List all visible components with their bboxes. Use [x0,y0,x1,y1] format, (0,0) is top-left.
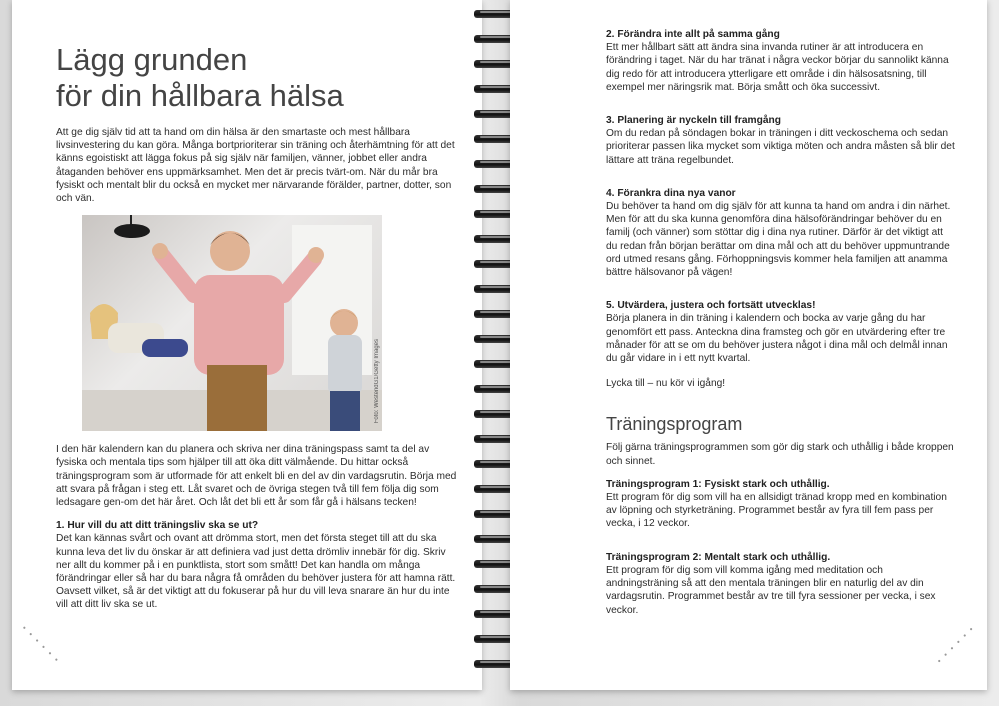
page-title: Lägg grunden för din hållbara hälsa [56,42,344,113]
step-2-text: Ett mer hållbart sätt att ändra sina invanda rutiner är att introducera en förändring i taget. När du har tränat i några veckor börjar du sannolikt känna dig redo för att introducera ytterligare ett område i din hälsosatsning, till exempel mer näringsrik mat. Börja smått och öka successivt. [606,42,949,93]
program-1-header: Träningsprogram 1: Fysiskt stark och uthållig. [606,478,830,490]
step-5-section [606,299,957,365]
step-5-text: Börja planera in din träning i kalendern och bocka av varje gång du har genomfört ett pass. Anteckna dina framsteg och gör en utvärdering efter tre månader för att se om du behöver justera något i dina mål och delmål innan du går vidare in i ett nytt kvartal. [606,313,948,365]
program-2-section [606,551,957,617]
program-1-text: Ett program för dig som vill ha en allsidigt tränad kropp med en kombination av löpning och styrketräning. Programmet består av fyra till fem pass per vecka, i 12 veckor. [606,492,947,530]
step-2-section [606,28,957,94]
intro-paragraph: Att ge dig själv tid att ta hand om din hälsa är den smartaste och mest hållbara livsinvestering du kan göra. Många bortprioriterar sin träning och återhämtning för att det känns egoistiskt att lägga fokus på sig själv när familjen, vänner, jobbet eller andra åtaganden behöver ens uppmärksamhet. Men det är precis tvärt-om. När du mår bra fysiskt och mentalt blir du också en mycket mer närvarande förälder, partner, dotter, son och vän. [56,127,455,205]
step-3-section [606,114,957,167]
step-1-header: 1. Hur vill du att ditt träningsliv ska se ut? [56,520,259,532]
step-4-text: Du behöver ta hand om dig själv för att kunna ta hand om andra i din närhet. Men för att du ska kunna genomföra dina hälsoförändringar behöver du en familj (och vänner) som stöttar dig i dina nya rutiner. Därför är det viktigt att du redan från början berättar om dina mål och att du behöver uppmuntrande ord utmed resans gång. Förhoppningsvis kommer hela familjen att anamma bättre hälsovanor på vägen! [606,201,951,279]
photo-credit: Foto: WestendG1/Getty Images [374,338,380,424]
family-illustration [82,215,382,431]
family-photo [82,215,382,431]
program-title: Träningsprogram [606,414,743,435]
corner-dots-right: • • • • • • [935,623,977,666]
step-4-header: 4. Förankra dina nya vanor [606,187,736,199]
closing-line: Lycka till – nu kör vi igång! [606,378,726,390]
step-2-header: 2. Förändra inte allt på samma gång [606,29,780,40]
step-5-header: 5. Utvärdera, justera och fortsätt utvecklas! [606,300,816,312]
program-2-header: Träningsprogram 2: Mentalt stark och uthållig. [606,551,831,563]
step-3-header: 3. Planering är nyckeln till framgång [606,115,781,127]
program-intro: Följ gärna träningsprogrammen som gör dig stark och uthållig i både kroppen och sinnet. [606,442,954,467]
corner-dots-left: • • • • • • [20,623,62,666]
left-page [12,0,482,690]
step-3-text: Om du redan på söndagen bokar in träningen i ditt veckoschema och sedan prioriterar passen lika mycket som viktiga möten och andra måsten så blir det lättare att träna regelbundet. [606,128,955,166]
program-2-text: Ett program för dig som vill komma igång med meditation och andningsträning så att den mentala träningen blir en naturlig del av din vardagsrutin. Programmet består av tre till fyra sessioner per vecka, i sex veckor. [606,564,936,616]
step-1-text: Det kan kännas svårt och ovant att drömma stort, men det första steget till att du ska kunna leva det liv du önskar är att definiera vad just detta drömliv innebär för dig. Skriv ner allt du kommer på i en punktlista, stort som smått! Det kan handla om många förändringar eller så har du bara några få områden du behöver justera för att hamna rätt. Oavsett vilket, så är det viktigt att du fokuserar på hur du vill leva snarare än hur du inte vill att ditt liv ska se ut. [56,533,456,611]
calendar-paragraph: I den här kalendern kan du planera och skriva ner dina träningspass samt ta del av fysiska och mentala tips som hjälper till att öka ditt välmående. Du hittar också träningsprogram som är utformade för att enkelt bli en del av din vardagsrutin. Börja med att svara på frågan i steg ett. Låt svaret och de övriga stegen två till fem följa dig som ledsagare gen-om det här året. Och låt det bli ett år som får gå i hälsans tecken! [56,444,457,509]
step-1-section [56,519,460,611]
program-1-section [606,478,957,531]
right-page [510,0,987,690]
step-4-section [606,187,957,279]
